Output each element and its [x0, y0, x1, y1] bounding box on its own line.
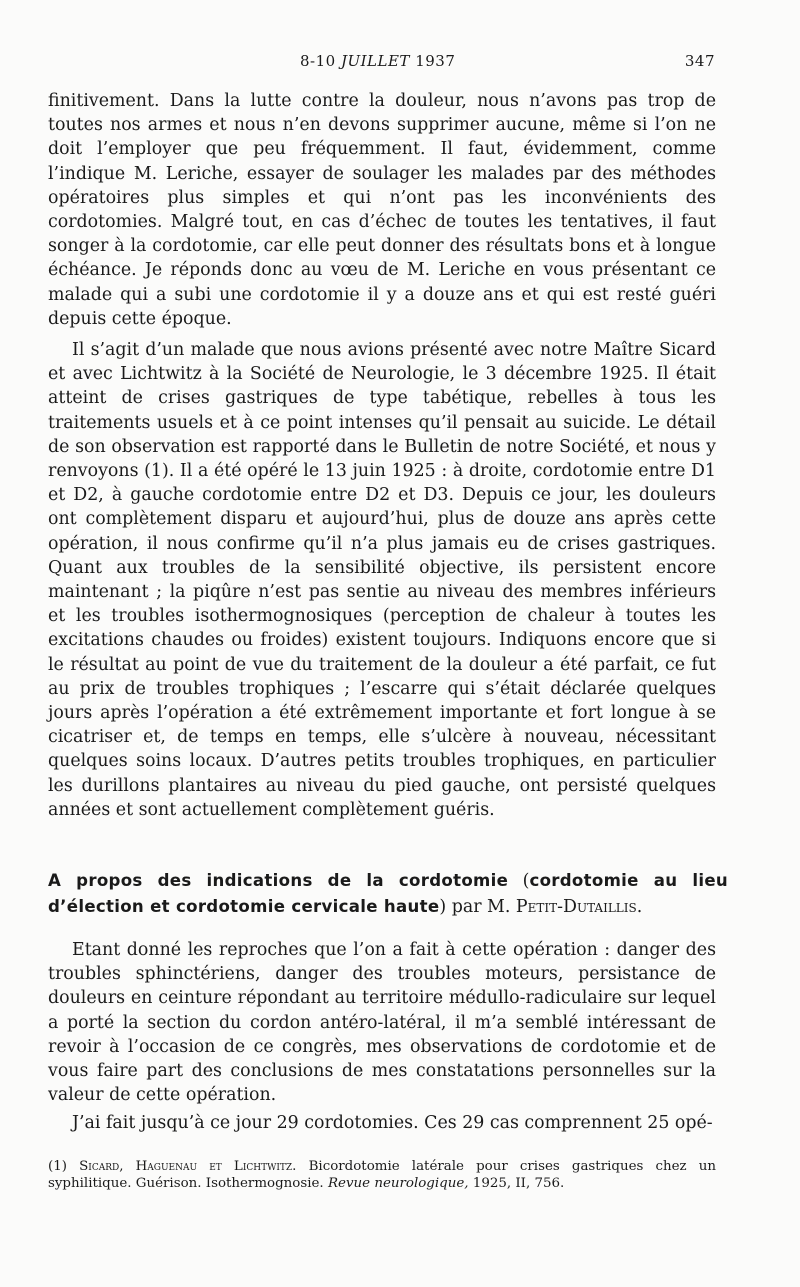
- footnote: (1) Sicard, Haguenau et Lichtwitz. Bicordotomie latérale pour crises gastriques chez un syphilitique. Guérison. Isothermognosie. Revue neurologique, 1925, II, 756.: [48, 1159, 716, 1191]
- body-section-1: [48, 89, 716, 331]
- page-number: 347: [684, 52, 715, 70]
- section-heading: A propos des indications de la cordotomie (cordotomie au lieu d’élection et cordotomie cervicale haute) par M. Petit-Dutaillis.: [48, 871, 728, 917]
- body-section-4: [48, 1111, 716, 1135]
- footnote-marker: (1): [48, 1159, 80, 1174]
- section-heading-subtitle: cordotomie au lieu d’élection et cordotomie cervicale haute: [48, 871, 728, 916]
- paragraph-2: Il s’agit d’un malade que nous avions présenté avec notre Maître Sicard et avec Lichtwitz à la Société de Neurologie, le 3 décembre 1925. Il était atteint de crises gastriques de type tabétique, rebelles à tous les traitements usuels et à ce point intenses qu’il pensait au suicide. Le détail de son observation est rapporté dans le Bulletin de notre Société, et nous y renvoyons (1). Il a été opéré le 13 juin 1925 : à droite, cordotomie entre D1 et D2, à gauche cordotomie entre D2 et D3. Depuis ce jour, les douleurs ont complètement disparu et aujourd’hui, plus de douze ans après cette opération, il nous confirme qu’il n’a plus jamais eu de crises gastriques. Quant aux troubles de la sensibilité objective, ils persistent encore maintenant ; la piqûre n’est pas sentie au niveau des membres inférieurs et les troubles isothermognosiques (perception de chaleur à toutes les excitations chaudes ou froides) existent toujours. Indiquons encore que si le résultat au point de vue du traitement de la douleur a été parfait, ce fut au prix de troubles trophiques ; l’escarre qui s’était déclarée quelques jours après l’opération a été extrêmement importante et fort longue à se cicatriser et, de temps en temps, elle s’ulcère à nouveau, nécessitant quelques soins locaux. D’autres petits troubles trophiques, en particulier les durillons plantaires au niveau du pied gauche, ont persisté quelques années et sont actuellement complètement guéris.: [48, 340, 716, 820]
- paragraph-4: J’ai fait jusqu’à ce jour 29 cordotomies. Ces 29 cas comprennent 25 opé-: [72, 1113, 713, 1133]
- running-header: [50, 52, 715, 80]
- header-month: JUILLET: [340, 52, 410, 70]
- header-date: 8-10 JUILLET 1937: [300, 52, 456, 70]
- body-section-3: [48, 938, 716, 1107]
- section-heading-author: Petit-Dutaillis.: [515, 897, 643, 917]
- section-heading-title: A propos des indications de la cordotomie: [48, 871, 509, 890]
- paragraph-1: finitivement. Dans la lutte contre la douleur, nous n’avons pas trop de toutes nos armes et nous n’en devons supprimer aucune, même si l’on ne doit l’employer que peu fréquemment. Il faut, évidemment, comme l’indique M. Leriche, essayer de soulager les malades par des méthodes opératoires plus simples et qui n’ont pas les inconvénients des cordotomies. Malgré tout, en cas d’échec de toutes les tentatives, il faut songer à la cordotomie, car elle peut donner des résultats bons et à longue échéance. Je réponds donc au vœu de M. Leriche en vous présentant ce malade qui a subi une cordotomie il y a douze ans et qui est resté guéri depuis cette époque.: [48, 91, 716, 329]
- paragraph-3: Etant donné les reproches que l’on a fait à cette opération : danger des troubles sphinctériens, danger des troubles moteurs, persistance de douleurs en ceinture répondant au territoire médullo-radiculaire sur lequel a porté la section du cordon antéro-latéral, il m’a semblé intéressant de revoir à l’occasion de ce congrès, mes observations de cordotomie et de vous faire part des conclusions de mes constatations personnelles sur la valeur de cette opération.: [48, 940, 716, 1106]
- footnote-authors: Sicard, Haguenau et Lichtwitz.: [79, 1159, 297, 1174]
- footnote-journal: Revue neurologique,: [327, 1176, 469, 1191]
- body-section-2: [48, 338, 716, 822]
